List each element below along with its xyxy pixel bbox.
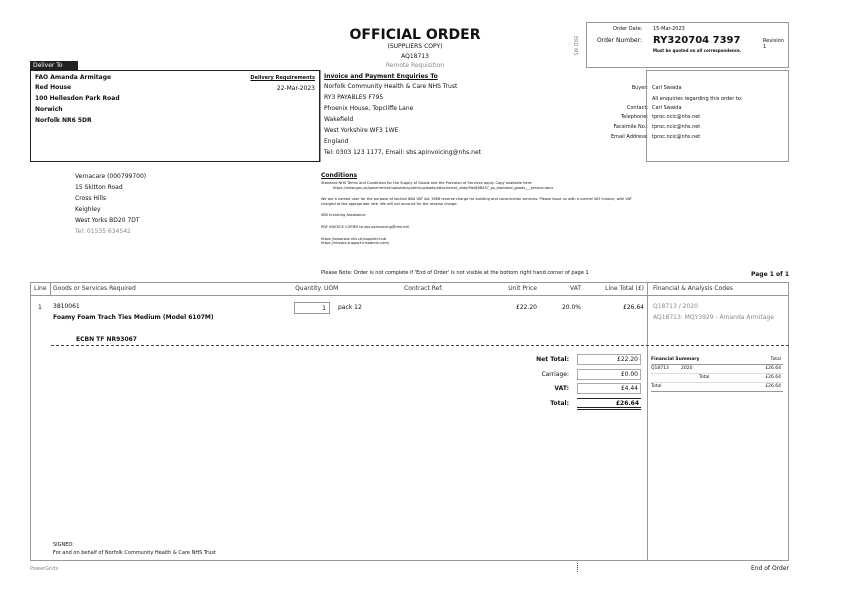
deliver-line: Norfolk NR6 5DR bbox=[35, 117, 92, 124]
supplier-line: Vernacare (000799700) bbox=[75, 173, 147, 180]
deliver-line: Norwich bbox=[35, 106, 63, 113]
end-of-order: End of Order bbox=[750, 565, 789, 572]
order-date-label: Order Date: bbox=[613, 26, 643, 32]
page-title: OFFICIAL ORDER bbox=[349, 27, 481, 43]
item-uom: pack 12 bbox=[338, 304, 362, 311]
fin-row-code: Q18713 bbox=[651, 366, 669, 371]
fin-row-value: £26.64 bbox=[765, 375, 781, 380]
fin-summary-heading: Financial Summary bbox=[651, 357, 700, 362]
invoice-heading: Invoice and Payment Enquiries To bbox=[324, 73, 438, 80]
grand-total: £26.64 bbox=[577, 398, 641, 410]
delivery-requirements-label: Delivery Requirements bbox=[250, 75, 315, 81]
requisition-ref: AQ18713 bbox=[401, 53, 429, 60]
invoice-line: Wakefield bbox=[324, 116, 354, 123]
item-ecbn: ECBN TF NR93067 bbox=[76, 336, 137, 343]
fin-row-value: £26.64 bbox=[765, 384, 781, 389]
buyer-value: Carl Swaida bbox=[652, 85, 682, 91]
email-label: Email Address: bbox=[610, 134, 648, 140]
item-qty-field[interactable]: 1 bbox=[294, 302, 330, 314]
conditions-heading: Conditions bbox=[321, 172, 358, 179]
fin-row-year: 2020 bbox=[681, 366, 693, 371]
carriage-label: Carriage: bbox=[541, 371, 569, 378]
item-separator bbox=[51, 345, 789, 346]
supplier-line: West Yorks BD20 7DT bbox=[75, 217, 140, 224]
vat-label: VAT: bbox=[554, 385, 569, 392]
supplier-line: Keighley bbox=[75, 206, 101, 213]
order-number: RY320704 7397 bbox=[653, 35, 741, 46]
contact-label: Contact: bbox=[626, 105, 648, 111]
deliver-to-box bbox=[30, 70, 320, 162]
deliver-to-tag: Deliver To bbox=[30, 61, 78, 70]
behalf-text: For and on behalf of Norfolk Community Health & Care NHS Trust bbox=[53, 550, 216, 556]
fin-row-value: £26.64 bbox=[765, 366, 781, 371]
item-fin-code: Q18713 / 2020 bbox=[653, 303, 698, 310]
items-table bbox=[30, 282, 789, 561]
enquiries-note: All enquiries regarding this order to: bbox=[652, 96, 743, 102]
invoice-line: Phoenix House, Topcliffe Lane bbox=[324, 105, 414, 112]
vat-value: £4.44 bbox=[577, 383, 641, 394]
delivery-date: 22-Mar-2023 bbox=[276, 85, 315, 92]
must-quote-note: Must be quoted on all correspondence. bbox=[653, 48, 742, 53]
fin-row-total-label: Total bbox=[651, 384, 662, 389]
footer-left: PowerGrids bbox=[30, 566, 59, 572]
page-of: Page 1 of 1 bbox=[751, 271, 789, 278]
contact-value: Carl Swaida bbox=[652, 105, 682, 111]
supplier-line: 15 Skitton Road bbox=[75, 184, 123, 191]
condition-line: We are a named user for the purpose of section 88A VAT Act 1988 reverse charge for building and construction services. Please issue us with a normal VAT invoice, with VAT bbox=[321, 197, 632, 202]
net-total-label: Net Total: bbox=[536, 356, 569, 363]
item-total: £26.64 bbox=[623, 304, 644, 311]
conditions-text bbox=[321, 181, 741, 246]
email-value[interactable]: tproc.ncic@nhs.net bbox=[652, 134, 701, 140]
col-total: Line Total (£) bbox=[605, 285, 644, 292]
item-description: Foamy Foam Trach Ties Medium (Model 6107M) bbox=[53, 314, 214, 321]
supplier-line: Cross Hills bbox=[75, 195, 106, 202]
carriage-value: £0.00 bbox=[577, 369, 641, 380]
footer-divider bbox=[577, 563, 579, 572]
requisition-type: Remote Requisition bbox=[385, 62, 445, 69]
col-qty: Quantity bbox=[295, 285, 321, 292]
col-unit: Unit Price bbox=[508, 285, 537, 292]
order-date: 15-Mar-2023 bbox=[653, 26, 685, 32]
condition-link[interactable]: https://www.sbs.nhs.uk/supplier-hub bbox=[321, 236, 387, 241]
item-unit-price: £22.20 bbox=[516, 304, 537, 311]
supplier-tel: Tel: 01535 634542 bbox=[75, 228, 131, 235]
condition-line: Standard NHS Terms and Conditions for the Supply of Goods and the Provision of Services apply. Copy available here: bbox=[321, 181, 533, 185]
deliver-line: 100 Hellesdon Park Road bbox=[35, 95, 120, 102]
condition-line: charged at the appropriate rate. We will not account for the reverse charge. bbox=[321, 201, 458, 206]
deliver-line: Red House bbox=[35, 84, 72, 91]
fin-summary-total-col: Total bbox=[770, 357, 781, 362]
item-vat: 20.0% bbox=[561, 304, 581, 311]
condition-link[interactable]: https://nhssbs.support.irisadmin.com/ bbox=[321, 241, 390, 246]
item-fin-detail: AQ18713: MQY3929 - Amanda Armitage bbox=[653, 314, 774, 321]
telephone-label: Telephone: bbox=[620, 114, 648, 120]
fax-label: Facsimile No.: bbox=[613, 124, 648, 130]
grand-total-label: Total: bbox=[550, 400, 569, 407]
copy-label: (SUPPLIERS COPY) bbox=[387, 43, 443, 50]
col-line: Line bbox=[34, 285, 47, 292]
fin-row-subtotal-label: Total bbox=[699, 375, 710, 380]
side-code: ERD MS bbox=[572, 36, 578, 56]
order-number-label: Order Number: bbox=[597, 37, 642, 44]
item-line-no: 1 bbox=[38, 304, 42, 311]
invoice-line: England bbox=[324, 138, 349, 145]
invoice-line: West Yorkshire WF3 1WE bbox=[324, 127, 399, 134]
signed-label: SIGNED: bbox=[53, 542, 74, 548]
net-total: £22.20 bbox=[577, 354, 641, 365]
deliver-line: FAO Amanda Armitage bbox=[35, 74, 112, 81]
telephone-value: tproc.ncic@nhs.net bbox=[652, 114, 701, 120]
col-vat: VAT bbox=[569, 285, 581, 292]
revision: Revision 1 bbox=[763, 38, 784, 50]
end-of-order-notice: Please Note: Order is not complete if 'End of Order' is not visible at the bottom right hand corner of page 1 bbox=[321, 270, 589, 276]
col-fin: Financial & Analysis Codes bbox=[653, 285, 733, 292]
table-header bbox=[31, 283, 788, 296]
item-code: 3810061 bbox=[53, 303, 80, 310]
buyer-label: Buyer: bbox=[631, 85, 648, 91]
col-contract: Contract Ref. bbox=[404, 285, 443, 292]
order-info-box bbox=[586, 22, 789, 68]
invoice-contact: Tel: 0303 123 1177, Email: sbs.apinvoicing@nhs.net bbox=[324, 149, 482, 156]
financial-summary bbox=[651, 356, 783, 392]
col-goods: Goods or Services Required bbox=[53, 285, 136, 292]
invoice-line: Norfolk Community Health & Care NHS Trust bbox=[324, 83, 458, 90]
condition-line: SBS Invoicing Assistance bbox=[321, 213, 366, 218]
fax-value: tproc.ncic@nhs.net bbox=[652, 124, 701, 130]
condition-link[interactable]: https://www.gov.uk/government/uploads/system/uploads/attachment_data/file/888437_ps_standard_goods___service.docx bbox=[333, 185, 554, 190]
condition-line: PDF INVOICE COPIES to sbs.apinvoicing@nhs.net bbox=[321, 224, 409, 229]
col-uom: UOM bbox=[324, 285, 339, 292]
invoice-line: RY3 PAYABLES F795 bbox=[324, 94, 384, 101]
